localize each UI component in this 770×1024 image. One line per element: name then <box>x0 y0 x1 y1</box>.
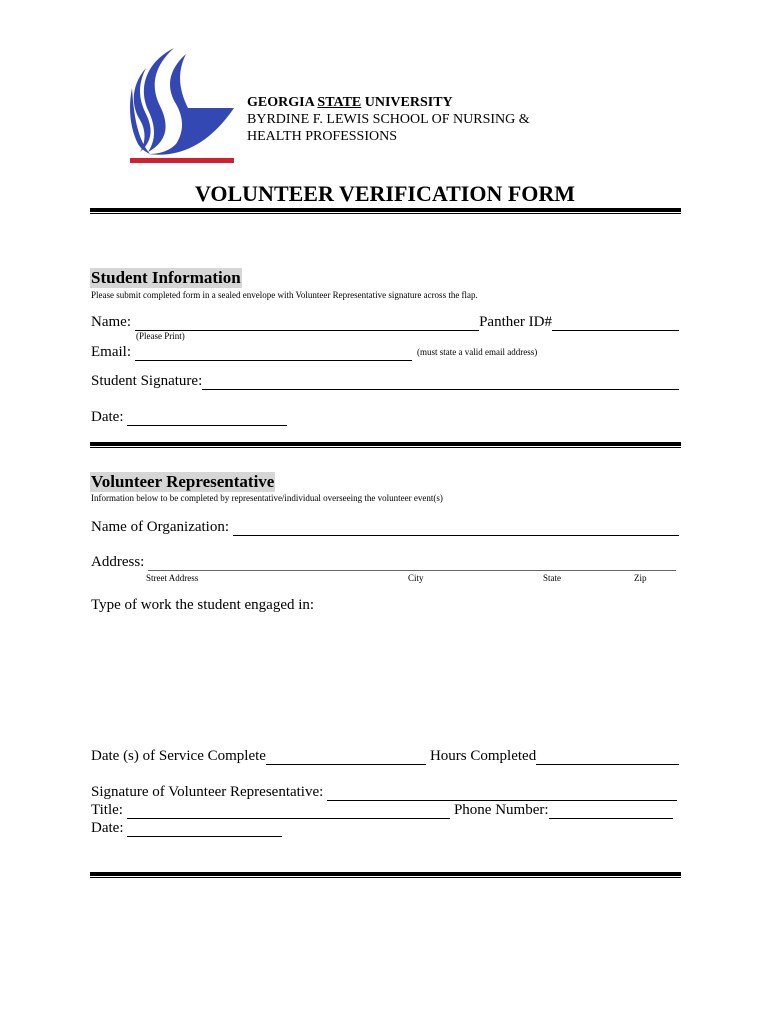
student-note: Please submit completed form in a sealed envelope with Volunteer Representative signature across the flap. <box>91 290 478 300</box>
phone-field[interactable] <box>549 804 673 819</box>
divider <box>90 442 681 446</box>
divider <box>90 872 681 876</box>
panther-id-label: Panther ID# <box>479 314 552 330</box>
title-label: Title: <box>91 802 123 818</box>
name-field[interactable] <box>135 316 479 331</box>
organization-field[interactable] <box>233 521 679 536</box>
work-type-label: Type of work the student engaged in: <box>91 597 315 613</box>
university-name: GEORGIA <box>247 95 318 110</box>
institution-header <box>247 94 530 145</box>
section-heading-student: Student Information <box>91 268 241 287</box>
title-field[interactable] <box>127 804 450 819</box>
school-name-line1: BYRDINE F. LEWIS SCHOOL OF NURSING & <box>247 112 530 127</box>
service-dates-field[interactable] <box>266 750 426 765</box>
phone-label: Phone Number: <box>453 802 549 818</box>
rep-signature-field[interactable] <box>327 786 677 801</box>
rep-date-row <box>91 820 679 837</box>
hours-field[interactable] <box>536 750 679 765</box>
student-date-field[interactable] <box>127 411 287 426</box>
section-heading-volunteer: Volunteer Representative <box>91 472 275 491</box>
student-signature-field[interactable] <box>202 375 679 390</box>
university-name-state: STATE <box>317 95 362 110</box>
state-caption: State <box>543 573 561 583</box>
title-row <box>91 802 673 819</box>
street-address-caption: Street Address <box>146 573 199 583</box>
work-type-area[interactable] <box>91 618 679 736</box>
page-title: VOLUNTEER VERIFICATION FORM <box>194 181 576 206</box>
student-signature-row <box>91 373 679 390</box>
student-date-row <box>91 409 679 426</box>
organization-row <box>91 519 679 536</box>
volunteer-note: Information below to be completed by representative/individual overseeing the volunteer event(s) <box>91 493 443 503</box>
gsu-logo <box>128 48 236 166</box>
print-hint: (Please Print) <box>136 331 185 341</box>
name-label: Name: <box>91 314 131 330</box>
hours-label: Hours Completed <box>429 748 537 764</box>
school-name-line2: HEALTH PROFESSIONS <box>247 129 398 144</box>
rep-date-field[interactable] <box>127 822 282 837</box>
zip-caption: Zip <box>634 573 647 583</box>
city-caption: City <box>408 573 424 583</box>
student-date-label: Date: <box>91 409 124 425</box>
work-type-row <box>91 597 679 614</box>
divider-thin <box>90 447 681 448</box>
address-field[interactable] <box>148 556 676 571</box>
student-signature-label: Student Signature: <box>91 373 203 389</box>
service-dates-label: Date (s) of Service Complete <box>91 748 266 764</box>
email-hint: (must state a valid email address) <box>417 347 538 357</box>
divider <box>90 208 681 212</box>
divider-thin <box>90 213 681 214</box>
service-row <box>91 748 679 765</box>
email-field[interactable] <box>135 346 412 361</box>
email-row <box>91 344 679 361</box>
rep-signature-label: Signature of Volunteer Representative: <box>91 784 324 800</box>
rep-date-label: Date: <box>91 820 124 836</box>
name-row <box>91 314 679 331</box>
organization-label: Name of Organization: <box>91 519 230 535</box>
address-row <box>91 554 676 571</box>
address-label: Address: <box>91 554 145 570</box>
rep-signature-row <box>91 784 677 801</box>
divider-thin <box>90 877 681 878</box>
email-label: Email: <box>91 344 131 360</box>
university-name-suffix: UNIVERSITY <box>361 95 453 110</box>
panther-id-field[interactable] <box>552 316 679 331</box>
